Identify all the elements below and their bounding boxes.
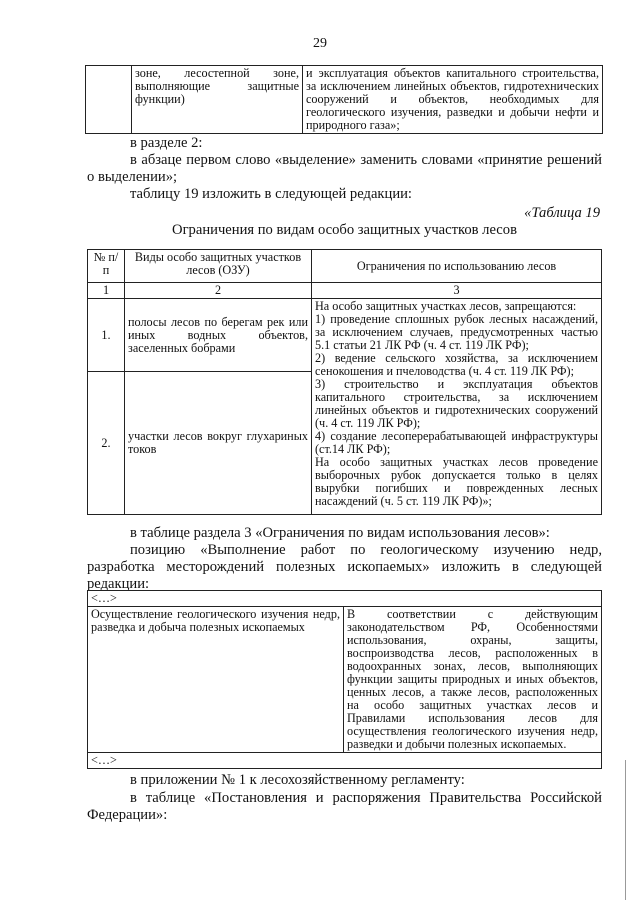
restriction-intro: На особо защитных участках лесов, запрещаются: [315,299,577,313]
table-row [88,591,602,607]
row1-type: полосы лесов по берегам рек или иных водных объектов, заселенных бобрами [125,299,312,372]
paragraph-table19: таблицу 19 изложить в следующей редакции: [130,186,412,202]
table-row [88,753,602,769]
table-header-row [88,250,602,283]
table-19 [87,249,602,515]
row2-type: участки лесов вокруг глухариных токов [125,372,312,515]
table-number: «Таблица 19 [524,205,600,221]
restriction-selective: На особо защитных участках лесов проведение выборочных рубок допускается только в целях вырубки погибших и поврежденных лесных насаждений (ч. 5 ст. 119 ЛК РФ)»; [315,455,598,508]
header-restrictions: Ограничения по использованию лесов [312,250,602,283]
table-row [88,299,602,372]
header-type: Виды особо защитных участков лесов (ОЗУ) [125,250,312,283]
paragraph-government-table: в таблице «Постановления и распоряжения Правительства Российской Федерации»: [87,790,602,823]
restrictions-cell [312,299,602,515]
table-cell: зоне, лесостепной зоне, выполняющие защитные функции) [132,66,303,134]
row2-num: 2. [88,372,125,515]
table-title: Ограничения по видам особо защитных участков лесов [172,222,517,238]
table-row [86,66,603,134]
index-1: 1 [88,283,125,299]
ellipsis-top: <…> [88,591,602,607]
restriction-4: 4) создание лесоперерабатывающей инфраструктуры (ст.14 ЛК РФ); [315,429,598,456]
paragraph-appendix: в приложении № 1 к лесохозяйственному регламенту: [130,772,465,788]
continuation-table [85,65,603,134]
activity-cell: Осуществление геологического изучения недр, разведка и добыча полезных ископаемых [88,607,344,753]
table-row [88,607,602,753]
restriction-1: 1) проведение сплошных рубок лесных насаждений, за исключением случаев, предусмотренных частью 5.1 статьи 21 ЛК РФ (ч. 4 ст. 119 ЛК РФ); [315,312,598,352]
index-2: 2 [125,283,312,299]
paragraph-position: позицию «Выполнение работ по геологическому изучению недр, разработка месторождений полезных ископаемых» изложить в следующей редакции: [87,542,602,592]
paragraph-replace-word: в абзаце первом слово «выделение» заменить словами «принятие решений о выделении»; [87,152,602,185]
restriction-2: 2) ведение сельского хозяйства, за исключением сенокошения и пчеловодства (ч. 4 ст. 119 ЛК РФ); [315,351,598,378]
restriction-3: 3) строительство и эксплуатация объектов капитального строительства, за исключением линейных объектов и гидротехнических сооружений (ч. 4 ст. 119 ЛК РФ); [315,377,598,430]
table-index-row [88,283,602,299]
paragraph-section3: в таблице раздела 3 «Ограничения по видам использования лесов»: [130,525,550,541]
index-3: 3 [312,283,602,299]
scan-edge-line [625,760,626,900]
table-cell: и эксплуатация объектов капитального строительства, за исключением линейных объектов, гидротехнических сооружений и объектов, необходимых для геологического изучения, разведки и добычи нефти и природного газа»; [303,66,603,134]
header-num: № п/п [88,250,125,283]
section3-table [87,590,602,769]
paragraph-section2: в разделе 2: [130,135,203,151]
row1-num: 1. [88,299,125,372]
activity-restriction-cell: В соответствии с действующим законодательством РФ, Особенностями использования, охраны, защиты, воспроизводства лесов, расположенных в водоохранных зонах, лесов, выполняющих функции защиты природных и иных объектов, ценных лесов, а также лесов, расположенных на особо защитных участках лесов и Правилами использования лесов для осуществления геологического изучения недр, разведки и добычи полезных ископаемых. [344,607,602,753]
table-cell [86,66,132,134]
ellipsis-bottom: <…> [88,753,602,769]
page-number: 29 [313,36,327,51]
